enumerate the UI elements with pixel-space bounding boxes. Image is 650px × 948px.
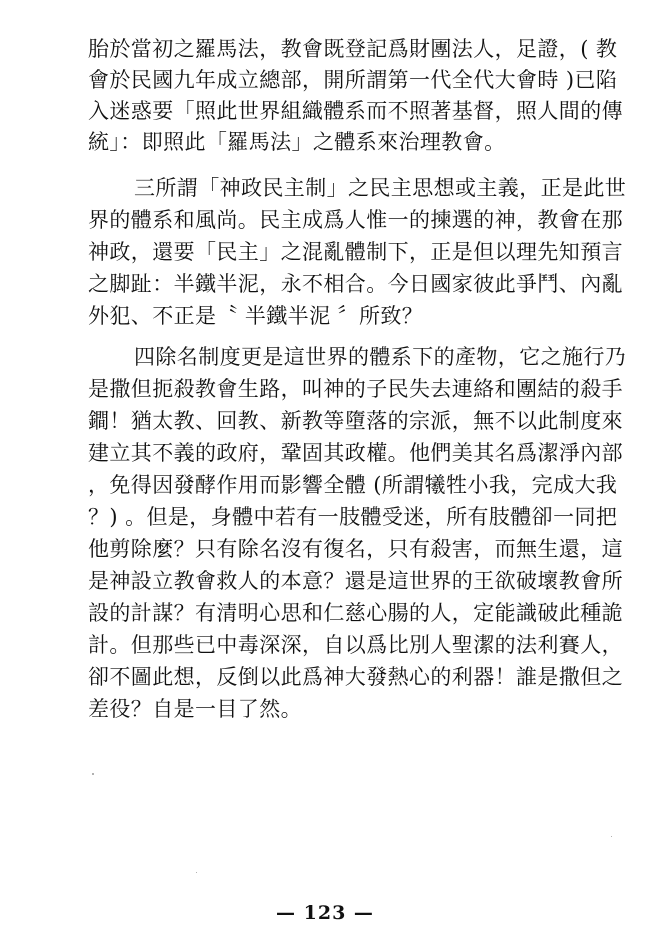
text-line: 建立其不義的政府，鞏固其政權。他們美其名爲潔淨內部: [88, 441, 623, 465]
text-line: 統」：即照此「羅馬法」之體系來治理教會。: [88, 130, 506, 154]
paragraph-start-line: 三所謂「神政民主制」之民主思想或主義，正是此世: [134, 176, 627, 200]
text-line: 卻不圖此想，反倒以此爲神大發熱心的利器！誰是撒但之: [88, 665, 623, 689]
text-line: 他剪除麼？只有除名沒有復名，只有殺害，而無生還，這: [88, 537, 623, 561]
scan-speck: [196, 872, 197, 873]
text-line: 會於民國九年成立總部，開所謂第一代全代大會時 )已陷: [88, 68, 618, 92]
scan-speck: [92, 773, 94, 775]
text-line: 界的體系和風尚。民主成爲人惟一的揀選的神，教會在那: [88, 208, 623, 232]
paragraph-start-line: 四除名制度更是這世界的體系下的產物，它之施行乃: [134, 345, 627, 369]
text-line: 計。但那些已中毒深深，自以爲比別人聖潔的法利賽人，: [88, 633, 623, 657]
text-line: 鐧！猶太教、回教、新教等墮落的宗派，無不以此制度來: [88, 409, 623, 433]
text-line: 胎於當初之羅馬法，教會既登記爲財團法人，足證，( 教: [88, 37, 618, 61]
text-line: 是撒但扼殺教會生路，叫神的子民失去連絡和團結的殺手: [88, 377, 623, 401]
text-line: 是神設立教會救人的本意？還是這世界的王欲破壞教會所: [88, 569, 623, 593]
text-line: 設的計謀？有清明心思和仁慈心腸的人，定能識破此種詭: [88, 601, 623, 625]
text-line: 入迷惑要「照此世界組織體系而不照著基督，照人間的傳: [88, 99, 623, 123]
text-line: ？) 。但是，身體中若有一肢體受迷，所有肢體卻一同把: [88, 505, 618, 529]
text-line: 外犯、不正是〝 半鐵半泥 〞所致？: [88, 304, 424, 328]
text-line: ，免得因發酵作用而影響全體 (所謂犧牲小我，完成大我: [88, 473, 618, 497]
text-line: 之脚趾：半鐵半泥，永不相合。今日國家彼此爭鬥、內亂: [88, 272, 623, 296]
page-number: — 123 —: [276, 902, 374, 924]
text-line: 差役？自是一目了然。: [88, 697, 302, 721]
scan-speck: [611, 836, 612, 837]
text-line: 神政，還要「民主」之混亂體制下，正是但以理先知預言: [88, 240, 623, 264]
